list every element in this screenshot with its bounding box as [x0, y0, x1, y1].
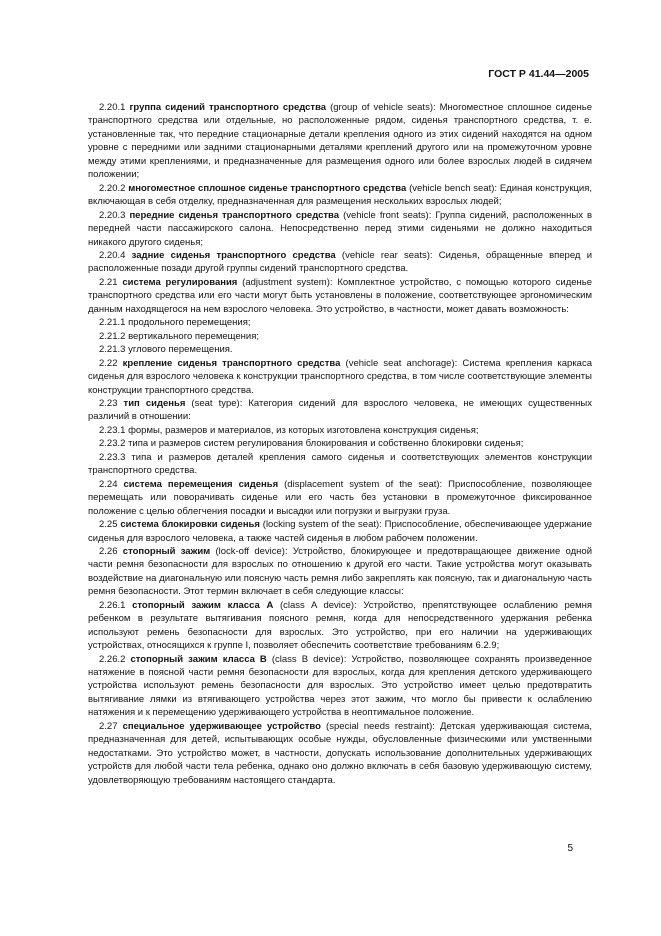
defined-term: группа сидений транспортного средства — [129, 102, 327, 113]
definition-text: (locking system of the seat): Приспособление, обеспечивающее удержание сиденья для взрослого человека, а также частей сиденья в любом рабочем положении. — [88, 519, 593, 544]
clause-number: 2.27 — [99, 720, 118, 732]
definition-text: (lock-off device): Устройство, блокирующее и предотвращающее движение одной части ремня безопасности для взрослых по отношению к другой его части. Такие устройства могут оказывать воздействие на диагональную или поясную часть ремня либо закреплять как поясную, так и диагональную часть ремня безопасности. Этот термин включает в себя следующие классы: — [88, 545, 592, 598]
paragraph-2-20-2 — [88, 182, 592, 209]
defined-term: задние сиденья транспортного средства — [131, 249, 336, 261]
clause-number: 2.21 — [99, 276, 118, 288]
defined-term: система блокировки сиденья — [120, 519, 260, 531]
paragraph-2-21-2 — [88, 330, 592, 343]
definition-text: (group of vehicle seats): Многоместное сплошное сиденье транспортного средства или отдельные, но расположенные рядом, сиденья транспортного средства, т. е. установленные так, что передние стационарные детали крепления одного из этих сидений находятся на одном уровне с передними или задними стационарными деталями креплений другого или на промежуточном уровне между этими креплениями, и предназначенные для размещения одного или более взрослых людей в сидячем положении; — [88, 102, 593, 181]
defined-term: стопорный зажим — [122, 545, 211, 557]
definition-text: типа и размеров систем регулирования блокирования и собственно блокировки сиденья; — [128, 438, 524, 450]
definition-text: (special needs restraint): Детская удерживающая система, предназначенная для детей, испытывающих особые нужды, обусловленные физическими или умственными недостатками. Это устройство может, в частности, допускать использование дополнительных удерживающих устройств для любой части тела ребенка, однако оно должно включать в себя базовую удерживающую систему, удовлетворяющую требованиям настоящего стандарта. — [88, 720, 592, 786]
document-body — [88, 101, 592, 787]
paragraph-2-21-3 — [88, 343, 592, 356]
definition-text: (displacement system of the seat): Приспособление, позволяющее перемещать или поворачивать сиденье или его часть без установки в промежуточное фиксированное положение с целью облегчения посадки и высадки или погрузки и выгрузки груза. — [88, 478, 592, 517]
definition-text: (adjustment system): Комплектное устройство, с помощью которого сиденье транспортного средства или его части могут быть установлены в положение, соответствующее эргономическим данным находящегося на нем взрослого человека. Это устройство, в частности, может давать возможность: — [88, 276, 592, 315]
definition-text: продольного перемещения; — [128, 317, 251, 329]
definition-text: (class A device): Устройство, препятствующее ослаблению ремня ребенком в результате вытягивания поясного ремня, когда для непосредственного удержания ребенка используют ремень безопасности для взрослых. Это устройство, при его наличии на удерживающих устройствах, относящихся к группе I, позволяет обеспечить соответствие требованиям 6.2.9; — [88, 599, 592, 652]
clause-number: 2.20.3 — [99, 209, 126, 221]
defined-term: стопорный зажим класса А — [132, 599, 274, 611]
defined-term: система перемещения сиденья — [123, 478, 279, 490]
definition-text: типа и размеров деталей крепления самого сиденья и соответствующих элементов конструкции транспортного средства. — [88, 451, 592, 477]
definition-text: (class B device): Устройство, позволяющее сохранять произведенное натяжение в поясной части ремня безопасности для взрослых, когда для крепления детского удерживающего устройства используют ремень безопасности для взрослых. Это устройство имеет целью предотвратить вытягивание лямки из втягивающего устройства через этот зажим, что могло бы привести к ослаблению натяжения и к перемещению удерживающего устройства в неоптимальное положение. — [88, 653, 592, 719]
defined-term: передние сиденья транспортного средства — [129, 209, 340, 221]
paragraph-2-27 — [88, 720, 592, 787]
clause-number: 2.23 — [99, 397, 118, 409]
clause-number: 2.22 — [99, 357, 118, 369]
clause-number: 2.24 — [99, 478, 118, 490]
paragraph-2-26-2 — [88, 653, 592, 720]
paragraph-2-20-1 — [88, 101, 592, 182]
standard-header: ГОСТ Р 41.44—2005 — [488, 68, 589, 80]
definition-text: (vehicle front seats): Группа сидений, расположенных в передней части пассажирского салона. Непосредственно перед этими сиденьями не должно находиться никакого другого сиденья; — [88, 209, 593, 248]
defined-term: система регулирования — [122, 276, 238, 288]
definition-text: (vehicle bench seat): Единая конструкция, включающая в себя отделку, предназначенная для размещения нескольких взрослых людей; — [88, 182, 593, 208]
paragraph-2-23-1 — [88, 424, 592, 437]
clause-number: 2.21.2 — [99, 330, 126, 342]
definition-text: (vehicle rear seats): Сиденья, обращенные вперед и расположенные позади другой группы сидений транспортного средства. — [88, 249, 592, 275]
defined-term: специальное удерживающее устройство — [122, 720, 321, 732]
paragraph-2-22 — [88, 357, 592, 397]
clause-number: 2.26.2 — [99, 653, 126, 665]
paragraph-2-23-2 — [88, 437, 592, 450]
clause-number: 2.21.3 — [99, 344, 126, 356]
paragraph-2-23 — [88, 397, 592, 424]
paragraph-2-20-4 — [88, 249, 592, 276]
paragraph-2-25 — [88, 518, 592, 545]
definition-text: углового перемещения. — [128, 344, 233, 356]
clause-number: 2.21.1 — [99, 317, 126, 329]
paragraph-2-21 — [88, 276, 592, 316]
page-number: 5 — [567, 843, 573, 854]
definition-text: (vehicle seat anchorage): Система крепления каркаса сиденья для взрослого человека к конструкции транспортного средства, в том числе соответствующие элементы конструкции транспортного средства. — [88, 357, 592, 396]
defined-term: многоместное сплошное сиденье транспортного средства — [128, 182, 407, 194]
definition-text: формы, размеров и материалов, из которых изготовлена конструкция сиденья; — [128, 424, 479, 436]
defined-term: тип сиденья — [123, 397, 186, 409]
paragraph-2-21-1 — [88, 316, 592, 329]
clause-number: 2.20.2 — [99, 182, 126, 194]
paragraph-2-24 — [88, 478, 592, 518]
clause-number: 2.23.1 — [99, 424, 126, 436]
paragraph-2-23-3 — [88, 451, 592, 478]
clause-number: 2.26 — [99, 545, 118, 557]
paragraph-2-26 — [88, 545, 592, 599]
definition-text: вертикального перемещения; — [128, 330, 260, 342]
definition-text: (seat type): Категория сидений для взрослого человека, не имеющих существенных различий в отношении: — [88, 397, 592, 423]
paragraph-2-20-3 — [88, 209, 592, 249]
clause-number: 2.23.2 — [99, 438, 126, 450]
clause-number: 2.20.1 — [99, 102, 126, 113]
paragraph-2-26-1 — [88, 599, 592, 653]
clause-number: 2.20.4 — [99, 249, 126, 261]
clause-number: 2.25 — [99, 519, 118, 531]
defined-term: крепление сиденья транспортного средства — [122, 357, 341, 369]
defined-term: стопорный зажим класса В — [130, 653, 267, 665]
clause-number: 2.23.3 — [99, 451, 126, 463]
clause-number: 2.26.1 — [99, 599, 126, 611]
